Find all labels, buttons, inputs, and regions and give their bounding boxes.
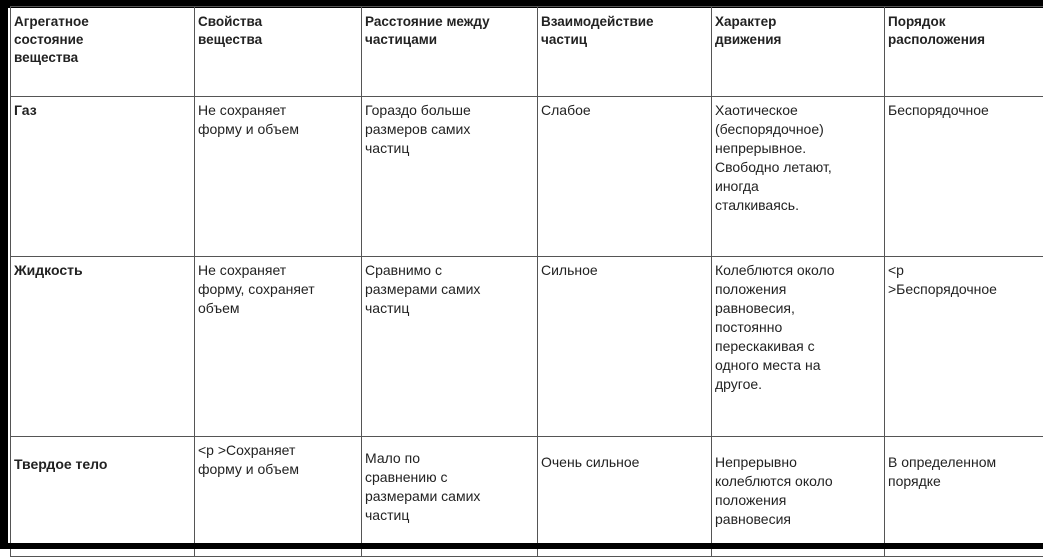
header-order: Порядок расположения — [885, 7, 1043, 97]
header-state: Агрегатное состояние вещества — [11, 7, 195, 97]
header-interaction: Взаимодействие частиц — [538, 7, 712, 97]
cell-motion: Хаотическое (беспорядочное) непрерывное. Свободно летают, иногда сталкиваясь. — [712, 97, 885, 257]
cell-state: Газ — [11, 97, 195, 257]
cell-distance: Гораздо больше размеров самих частиц — [362, 97, 538, 257]
table-header-row — [11, 7, 1043, 97]
header-motion: Характер движения — [712, 7, 885, 97]
cell-properties: Не сохраняет форму и объем — [195, 97, 362, 257]
cell-order: Беспорядочное — [885, 97, 1043, 257]
states-of-matter-table — [10, 6, 1043, 557]
cell-interaction: Очень сильное — [538, 437, 712, 557]
left-edge-bar — [0, 0, 8, 549]
table-row — [11, 97, 1043, 257]
bottom-edge-bar — [0, 543, 1043, 549]
table-row — [11, 437, 1043, 557]
cell-state: Твердое тело — [11, 437, 195, 557]
cell-state: Жидкость — [11, 257, 195, 437]
cell-distance: Сравнимо с размерами самих частиц — [362, 257, 538, 437]
cell-interaction: Слабое — [538, 97, 712, 257]
cell-properties: <p >Сохраняет форму и объем — [195, 437, 362, 557]
cell-order: В определенном порядке — [885, 437, 1043, 557]
cell-properties: Не сохраняет форму, сохраняет объем — [195, 257, 362, 437]
table-row — [11, 257, 1043, 437]
cell-distance: Мало по сравнению с размерами самих частиц — [362, 437, 538, 557]
cell-interaction: Сильное — [538, 257, 712, 437]
cell-order: <p >Беспорядочное — [885, 257, 1043, 437]
header-properties: Свойства вещества — [195, 7, 362, 97]
cell-motion: Колеблются около положения равновесия, постоянно перескакивая с одного места на другое. — [712, 257, 885, 437]
cell-motion: Непрерывно колеблются около положения равновесия — [712, 437, 885, 557]
header-distance: Расстояние между частицами — [362, 7, 538, 97]
